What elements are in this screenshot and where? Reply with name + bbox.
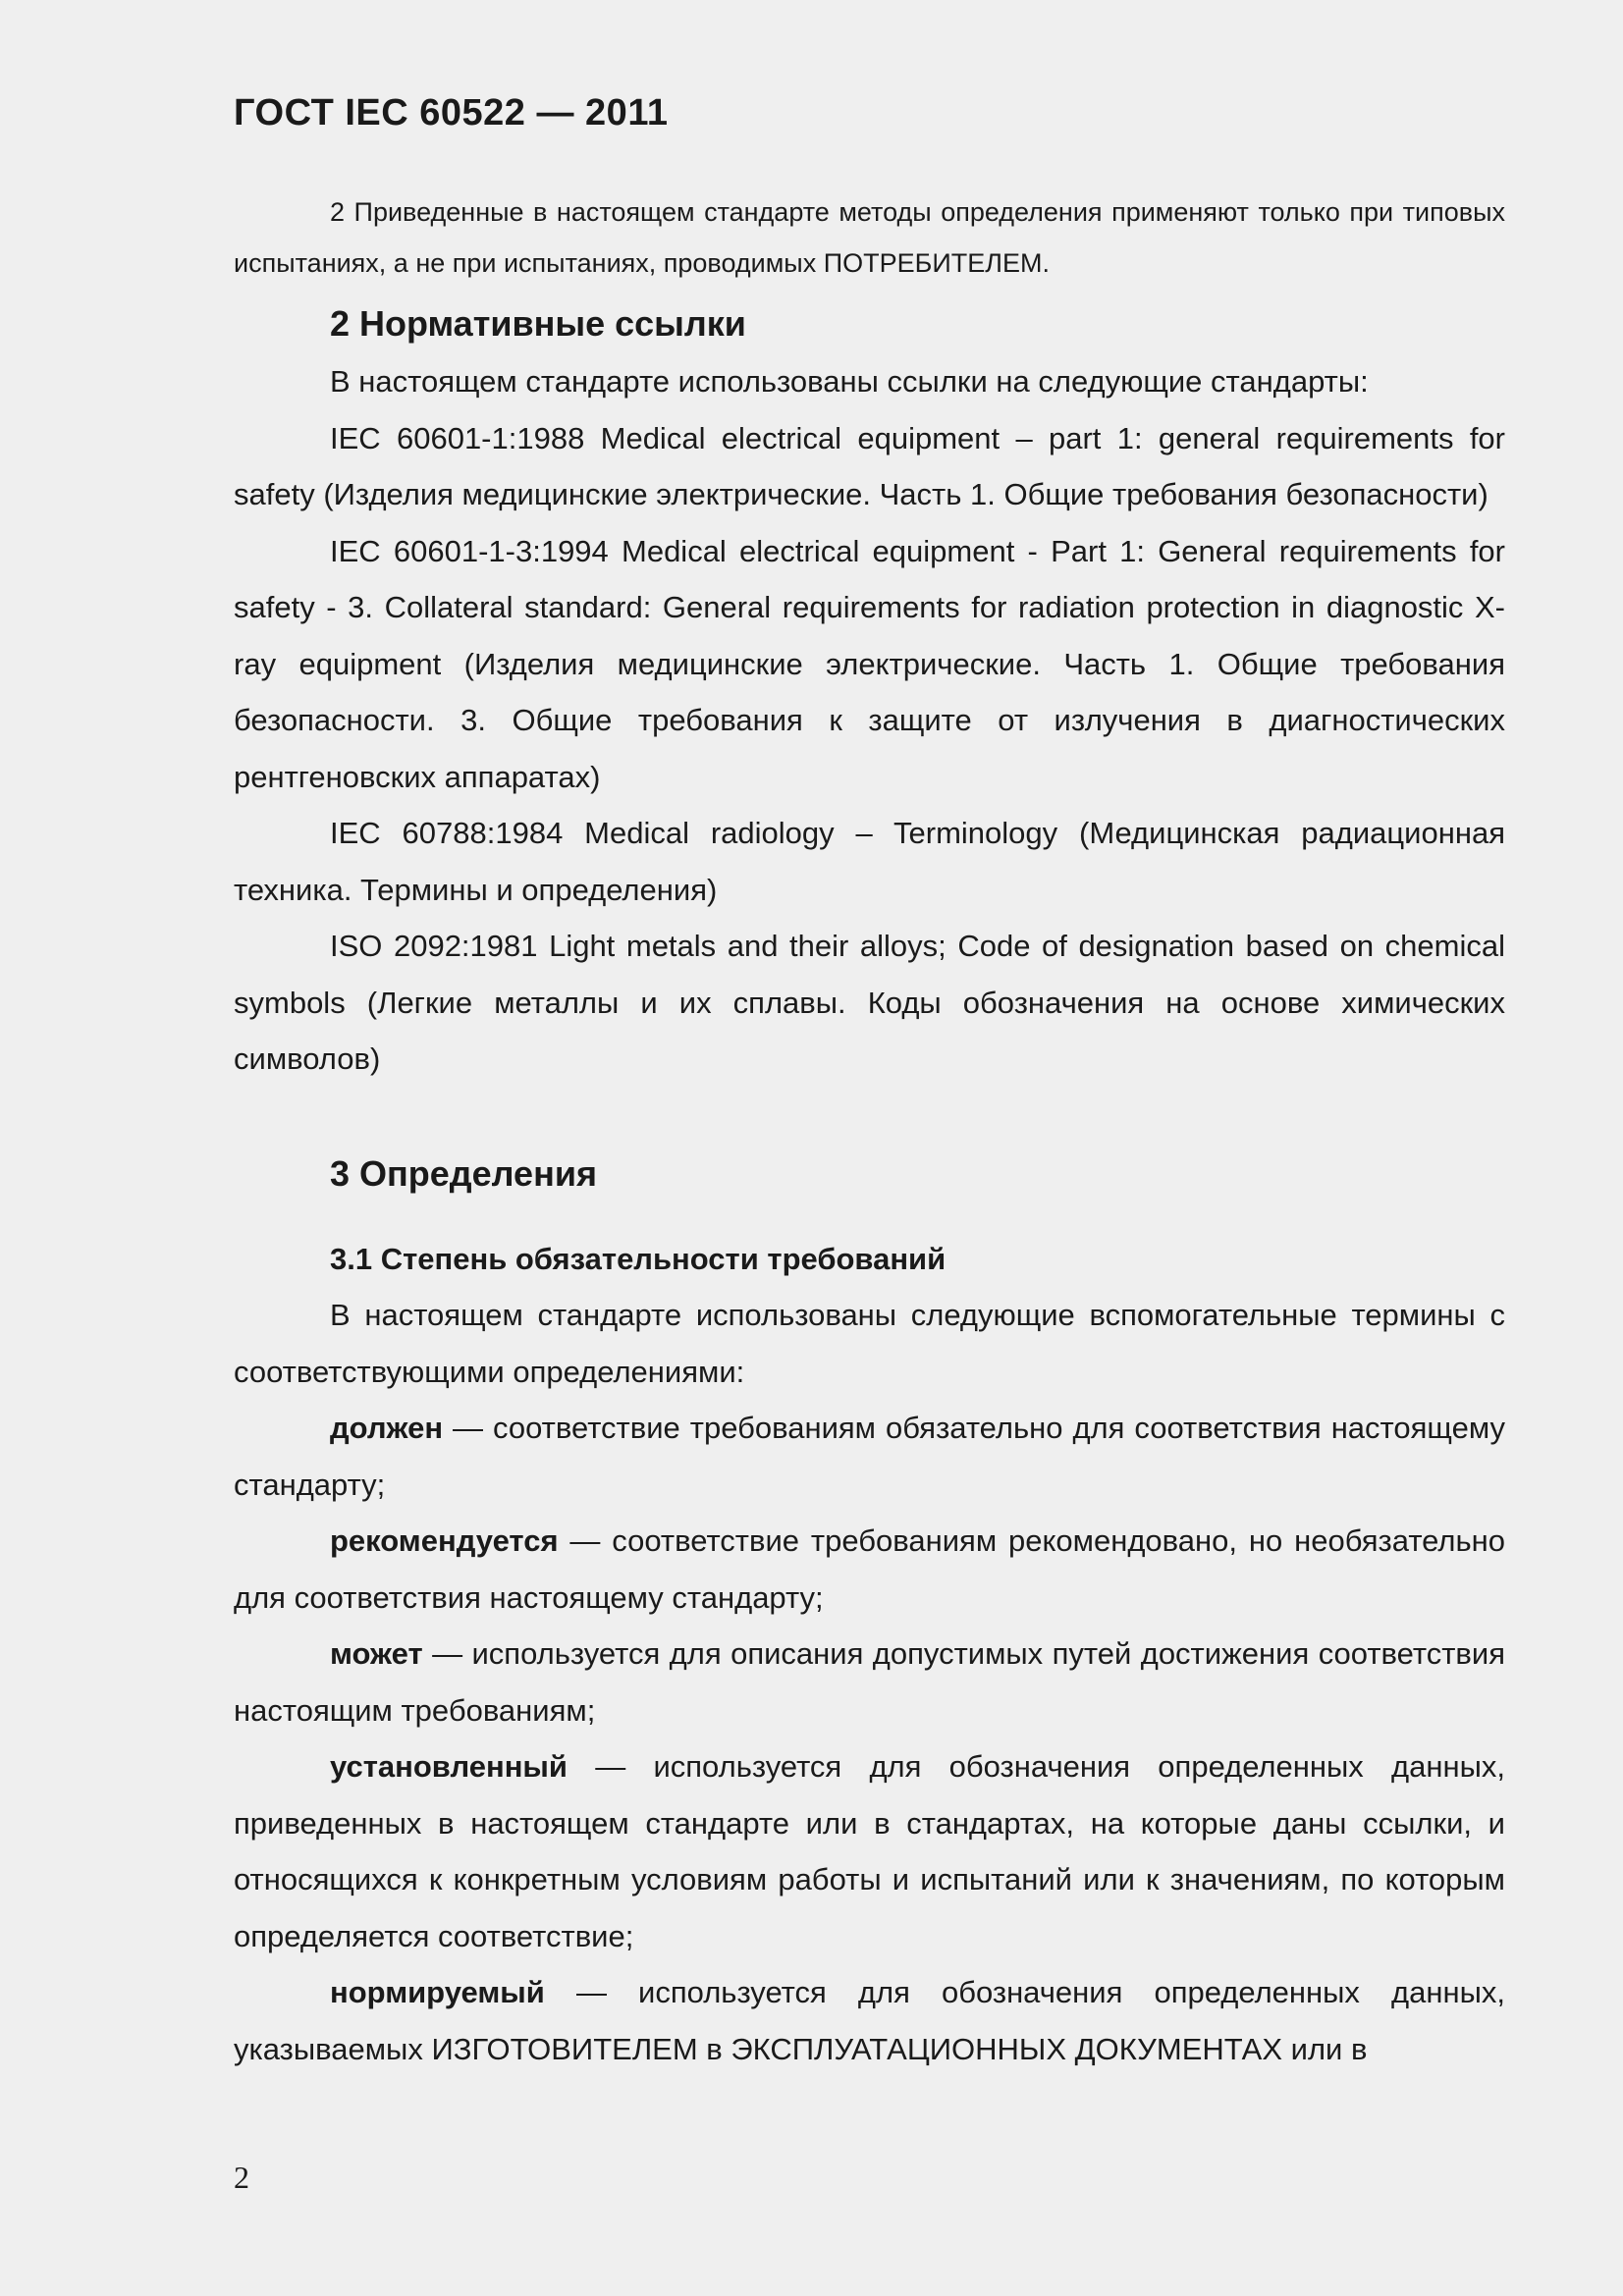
definition-term: может: [330, 1636, 423, 1671]
reference-item: IEC 60788:1984 Medical radiology – Terminology (Медицинская радиационная техника. Термины и определения): [234, 816, 1505, 907]
definition-text: — соответствие требованиям рекомендовано, но необязательно для соответствия настоящему стандарту;: [234, 1523, 1505, 1615]
page-number: 2: [234, 2160, 249, 2195]
definition-term: нормируемый: [330, 1975, 545, 2009]
definition-term: должен: [330, 1411, 444, 1445]
section-3-intro: В настоящем стандарте использованы следующие вспомогательные термины с соответствующими определениями:: [234, 1298, 1505, 1389]
reference-item: ISO 2092:1981 Light metals and their alloys; Code of designation based on chemical symbols (Легкие металлы и их сплавы. Коды обозначения на основе химических символов): [234, 929, 1505, 1076]
definition-text: — используется для обозначения определенных данных, приведенных в настоящем стандарте или в стандартах, на которые даны ссылки, и относящихся к конкретным условиям работы и испытаний или к значениям, по которым определяется соответствие;: [234, 1749, 1505, 1953]
definition-item: [234, 1513, 1505, 1626]
definition-item: [234, 1400, 1505, 1513]
reference-item: IEC 60601-1:1988 Medical electrical equipment – part 1: general requirements for safety (Изделия медицинские электрические. Часть 1. Общие требования безопасности): [234, 420, 1505, 511]
definition-term: рекомендуется: [330, 1523, 559, 1558]
definition-text: — соответствие требованиям обязательно для соответствия настоящему стандарту;: [234, 1411, 1505, 1502]
section-2-title: 2 Нормативные ссылки: [330, 303, 746, 344]
section-3-title: 3 Определения: [330, 1152, 597, 1194]
page-content: [234, 187, 1505, 2077]
subsection-3-1-title: 3.1 Степень обязательности требований: [330, 1241, 947, 1276]
document-header: ГОСТ IEC 60522 — 2011: [234, 92, 669, 133]
definition-text: — используется для обозначения определенных данных, указываемых ИЗГОТОВИТЕЛЕМ в ЭКСПЛУАТАЦИОННЫХ ДОКУМЕНТАХ или в: [234, 1975, 1505, 2066]
definition-item: [234, 1626, 1505, 1738]
definition-text: — используется для описания допустимых путей достижения соответствия настоящим требованиям;: [234, 1636, 1505, 1728]
section-2-intro: В настоящем стандарте использованы ссылки на следующие стандарты:: [330, 364, 1369, 399]
reference-item: IEC 60601-1-3:1994 Medical electrical equipment - Part 1: General requirements for safety - 3. Collateral standard: General requirements for radiation protection in diagnostic X-ray equipment (Изделия медицинские электрические. Часть 1. Общие требования безопасности. 3. Общие требования к защите от излучения в диагностических рентгеновских аппаратах): [234, 533, 1505, 794]
definition-term: установленный: [330, 1749, 568, 1784]
definition-item: [234, 1738, 1505, 1964]
note-2: 2 Приведенные в настоящем стандарте методы определения применяют только при типовых испытаниях, а не при испытаниях, проводимых ПОТРЕБИТЕЛЕМ.: [234, 197, 1505, 278]
definition-item: [234, 1964, 1505, 2077]
